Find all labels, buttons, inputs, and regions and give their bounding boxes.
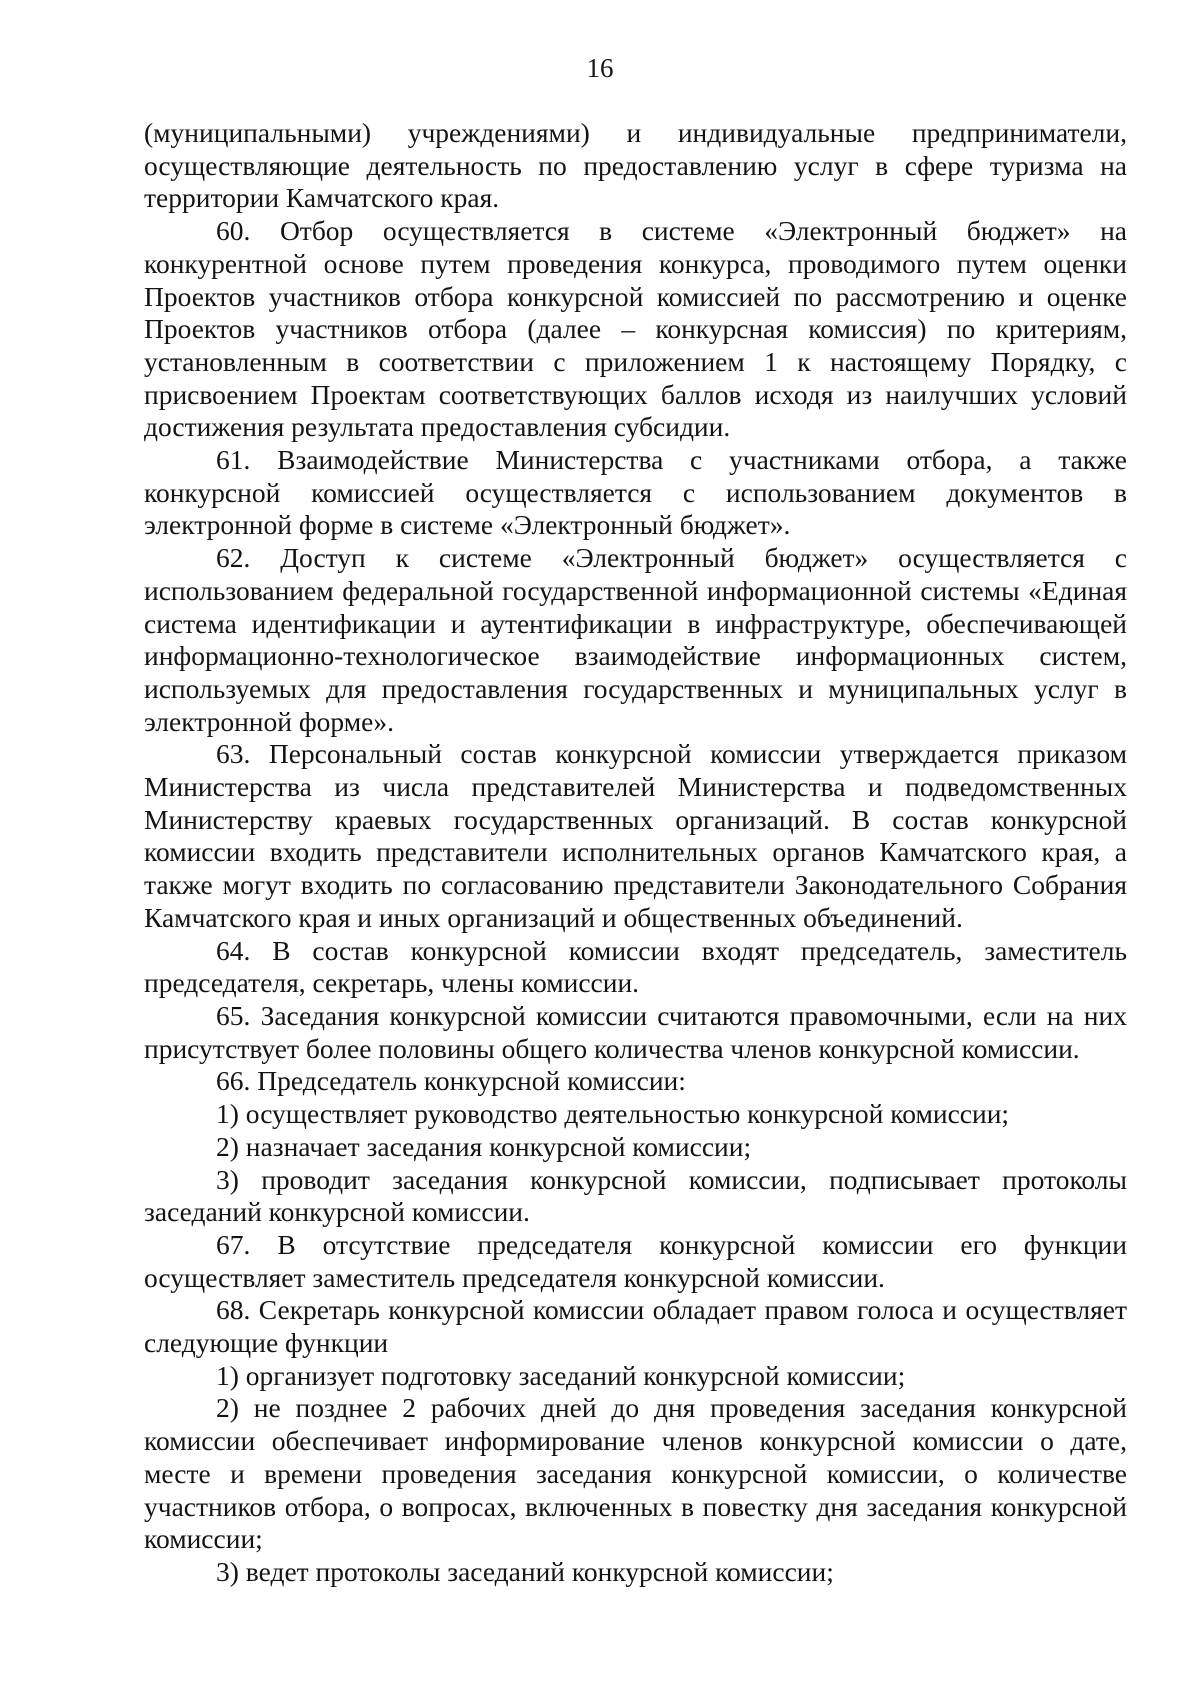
paragraph-68-item-2: 2) не позднее 2 рабочих дней до дня проведения заседания конкурсной комиссии обеспечивает информирование членов конкурсной комиссии о дате, месте и времени проведения заседания конкурсной комиссии, о количестве участников отбора, о вопросах, включенных в повестку дня заседания конкурсной комиссии; xyxy=(144,1392,1127,1555)
paragraph-63: 63. Персональный состав конкурсной комиссии утверждается приказом Министерства из числа представителей Министерства и подведомственных Министерству краевых государственных организаций. В состав конкурсной комиссии входить представители исполнительных органов Камчатского края, а также могут входить по согласованию представители Законодательного Собрания Камчатского края и иных организаций и общественных объединений. xyxy=(144,738,1127,933)
paragraph-68: 68. Секретарь конкурсной комиссии обладает правом голоса и осуществляет следующие функции xyxy=(144,1294,1127,1359)
paragraph-61: 61. Взаимодействие Министерства с участниками отбора, а также конкурсной комиссией осуществляется с использованием документов в электронной форме в системе «Электронный бюджет». xyxy=(144,444,1127,541)
paragraph-66-item-3: 3) проводит заседания конкурсной комиссии, подписывает протоколы заседаний конкурсной комиссии. xyxy=(144,1163,1127,1228)
paragraph-66: 66. Председатель конкурсной комиссии: xyxy=(216,1065,686,1097)
paragraph-66-item-2: 2) назначает заседания конкурсной комиссии; xyxy=(216,1130,752,1162)
paragraph-67: 67. В отсутствие председателя конкурсной комиссии его функции осуществляет заместитель председателя конкурсной комиссии. xyxy=(144,1228,1127,1293)
paragraph-62: 62. Доступ к системе «Электронный бюджет» осуществляется с использованием федеральной государственной информационной системы «Единая система идентификации и аутентификации в инфраструктуре, обеспечивающей информационно-технологическое взаимодействие информационных систем, используемых для предоставления государственных и муниципальных услуг в электронной форме». xyxy=(144,542,1127,737)
paragraph-68-item-3: 3) ведет протоколы заседаний конкурсной комиссии; xyxy=(216,1555,834,1587)
paragraph-60: 60. Отбор осуществляется в системе «Электронный бюджет» на конкурентной основе путем проведения конкурса, проводимого путем оценки Проектов участников отбора конкурсной комиссией по рассмотрению и оценке Проектов участников отбора (далее – конкурсная комиссия) по критериям, установленным в соответствии с приложением 1 к настоящему Порядку, с присвоением Проектам соответствующих баллов исходя из наилучших условий достижения результата предоставления субсидии. xyxy=(144,215,1127,443)
paragraph-64: 64. В состав конкурсной комиссии входят председатель, заместитель председателя, секретарь, члены комиссии. xyxy=(144,934,1127,999)
page-number: 16 xyxy=(586,53,614,83)
document-body xyxy=(144,117,1127,1589)
paragraph-68-item-1: 1) организует подготовку заседаний конкурсной комиссии; xyxy=(216,1359,906,1391)
paragraph-continuation: (муниципальными) учреждениями) и индивидуальные предприниматели, осуществляющие деятельность по предоставлению услуг в сфере туризма на территории Камчатского края. xyxy=(144,117,1127,214)
paragraph-65: 65. Заседания конкурсной комиссии считаются правомочными, если на них присутствует более половины общего количества членов конкурсной комиссии. xyxy=(144,999,1127,1064)
paragraph-66-item-1: 1) осуществляет руководство деятельностью конкурсной комиссии; xyxy=(216,1098,1010,1130)
